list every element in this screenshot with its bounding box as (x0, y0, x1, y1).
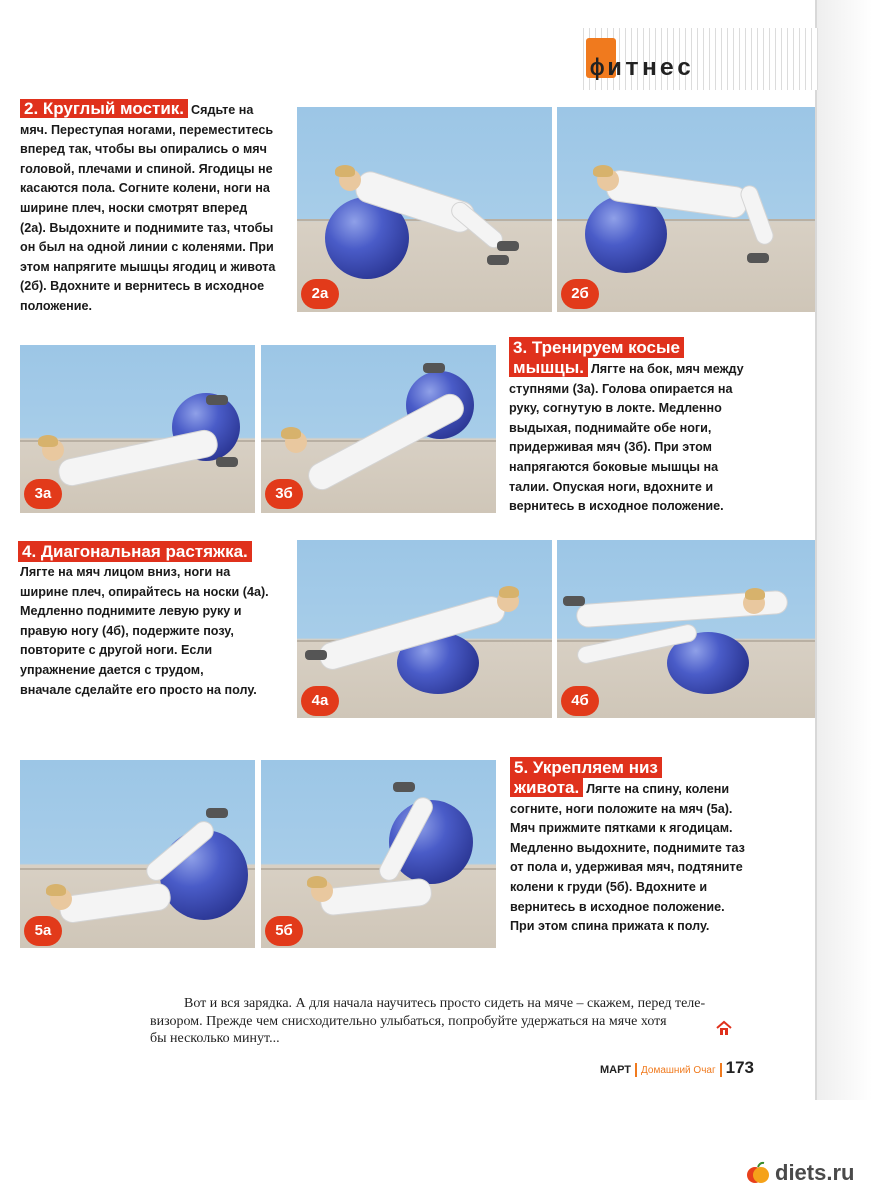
exercise-2-line: касаются пола. Согните колени, ноги на (20, 181, 270, 196)
photo-2a (297, 107, 552, 312)
exercise-5-line: от пола и, удерживая мяч, подтяните (510, 860, 743, 875)
exercise-3-line: талии. Опуская ноги, вдохните и (509, 479, 714, 494)
exercise-2-line: ширине плеч, носки смотрят вперед (20, 200, 248, 215)
section-tag (578, 28, 818, 90)
photo-4b (557, 540, 815, 718)
exercise-5-line: Мяч прижмите пятками к ягодицам. (510, 821, 733, 836)
exercise-2-line: вперед так, чтобы вы опирались о мяч (20, 142, 267, 157)
exercise-5-line: При этом спина прижата к полу. (510, 919, 710, 934)
footer-month: МАРТ (600, 1064, 632, 1076)
exercise-5-line: согните, ноги положите на мяч (5а). (510, 801, 733, 816)
home-icon (716, 1020, 732, 1036)
page-shadow (817, 0, 872, 1100)
exercise-5-heading: 5. Укрепляем низ (510, 757, 662, 778)
exercise-2-line: положение. (20, 298, 92, 313)
exercise-5-line: Медленно выдохните, поднимите таз (510, 840, 745, 855)
footer-separator (720, 1063, 722, 1077)
exercise-2-line: Сядьте на (191, 103, 254, 117)
exercise-4-line: Медленно поднимите левую руку и (20, 604, 242, 619)
exercise-3-line: руку, согнутую в локте. Медленно (509, 401, 722, 416)
section-tag-text: фитнес (590, 56, 695, 83)
exercise-3-line: придерживая мяч (3б). При этом (509, 440, 712, 455)
exercise-3-line: Лягте на бок, мяч между (590, 362, 744, 376)
exercise-4-line: упражнение дается с трудом, (20, 662, 204, 677)
footer-separator (635, 1063, 637, 1077)
exercise-4-line: ширине плеч, опирайтесь на носки (4а). (20, 584, 269, 599)
exercise-2-line: он был на одной линии с коленями. При (20, 240, 274, 255)
photo-2b (557, 107, 815, 312)
footer-magazine: Домашний Очаг (641, 1065, 716, 1076)
exercise-5-line: колени к груди (5б). Вдохните и (510, 879, 708, 894)
photo-4a (297, 540, 552, 718)
exercise-3-text (509, 358, 809, 517)
photo-label-4a: 4а (301, 686, 339, 716)
page-number: 173 (725, 1058, 754, 1077)
photo-3b (261, 345, 496, 513)
photo-3a (20, 345, 255, 513)
apple-icon (745, 1160, 771, 1186)
exercise-5-line: вернитесь в исходное положение. (510, 899, 725, 914)
exercise-3-heading: 3. Тренируем косые (509, 337, 684, 358)
photo-label-2a: 2а (301, 279, 339, 309)
exercise-4-heading: 4. Диагональная растяжка. (18, 541, 252, 562)
exercise-2-line: мяч. Переступая ногами, переместитесь (20, 122, 274, 137)
exercise-5-text (510, 778, 810, 937)
exercise-5-heading-2: живота. (510, 778, 583, 797)
page-edge (815, 0, 817, 1100)
photo-label-5a: 5а (24, 916, 62, 946)
photo-label-2b: 2б (561, 279, 599, 309)
photo-5b (261, 760, 496, 948)
exercise-4-line: вначале сделайте его просто на полу. (20, 682, 257, 697)
closing-line: визором. Прежде чем снисходительно улыбаться, попробуйте удержаться на мяче хотя (150, 1013, 667, 1029)
watermark-text: diets.ru (775, 1160, 855, 1185)
watermark (745, 1160, 854, 1186)
photo-label-3b: 3б (265, 479, 303, 509)
exercise-2-text (20, 99, 290, 317)
exercise-2-line: (2б). Вдохните и вернитесь в исходное (20, 279, 265, 294)
exercise-4-text (20, 563, 295, 700)
closing-line: бы несколько минут... (150, 1031, 280, 1046)
closing-line: Вот и вся зарядка. А для начала научитесь просто сидеть на мяче – скажем, перед теле- (184, 996, 706, 1011)
photo-label-4b: 4б (561, 686, 599, 716)
photo-5a (20, 760, 255, 948)
page-footer (600, 1058, 754, 1078)
closing-paragraph (150, 995, 770, 1048)
exercise-2-heading: 2. Круглый мостик. (20, 99, 188, 118)
exercise-3-line: ступнями (3а). Голова опирается на (509, 381, 733, 396)
exercise-2-line: (2а). Выдохните и поднимите таз, чтобы (20, 220, 274, 235)
photo-label-3a: 3а (24, 479, 62, 509)
exercise-2-line: этом напрягите мышцы ягодиц и живота (20, 259, 276, 274)
exercise-3-line: выдыхая, поднимайте обе ноги, (509, 420, 712, 435)
exercise-2-line: головой, плечами и спиной. Ягодицы не (20, 161, 273, 176)
exercise-4-line: повторите с другой ноги. Если (20, 643, 213, 658)
exercise-3-line: вернитесь в исходное положение. (509, 499, 724, 514)
photo-label-5b: 5б (265, 916, 303, 946)
exercise-4-line: Лягте на мяч лицом вниз, ноги на (20, 565, 231, 579)
exercise-4-line: правую ногу (4б), подержите позу, (20, 623, 234, 638)
exercise-5-line: Лягте на спину, колени (586, 782, 730, 796)
exercise-3-line: напрягаются боковые мышцы на (509, 459, 719, 474)
exercise-3-heading-2: мышцы. (509, 358, 588, 377)
